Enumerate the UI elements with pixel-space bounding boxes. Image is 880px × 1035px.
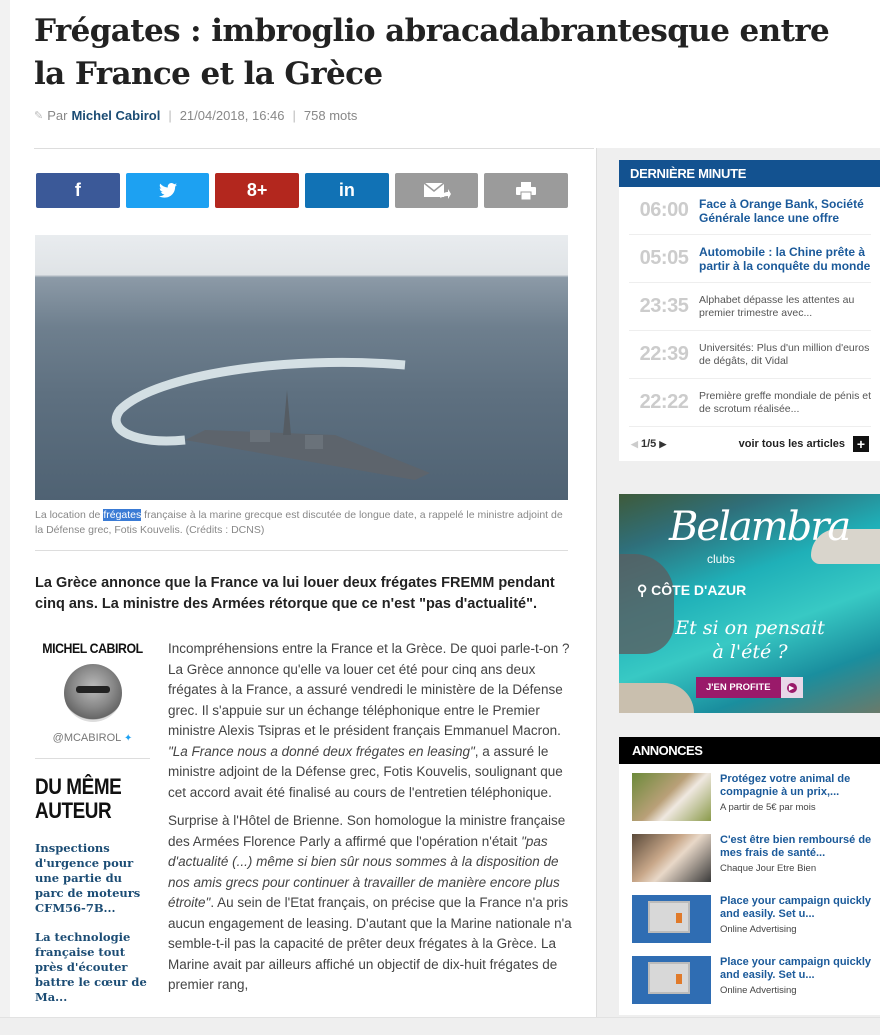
news-title[interactable]: Automobile : la Chine prête à partir à la conquête du monde	[699, 244, 871, 273]
pencil-icon: ✎	[34, 110, 44, 122]
news-time: 22:22	[639, 391, 689, 413]
separator: |	[292, 108, 296, 123]
news-item[interactable]	[629, 187, 871, 235]
see-all-link[interactable]	[739, 436, 869, 452]
sponsored-thumbnail[interactable]	[632, 956, 711, 1004]
twitter-handle[interactable]	[35, 732, 150, 744]
sponsored-title[interactable]: C'est être bien remboursé de mes frais de santé...	[720, 834, 872, 859]
paragraph	[168, 639, 573, 803]
ad-brand-logo: Belambra	[669, 504, 850, 550]
caption-highlight: frégates	[103, 509, 142, 521]
news-time: 05:05	[639, 247, 689, 269]
ad-cta-button[interactable]	[696, 677, 803, 698]
google-plus-icon: 8+	[246, 180, 268, 200]
email-icon	[423, 182, 451, 200]
paragraph-text: Surprise à l'Hôtel de Brienne. Son homologue la ministre française des Armées Florence Parly a affirmé que l'opération n'était	[168, 813, 566, 849]
quote: "pas d'actualité (...) même si bien sûr nous sommes à la disposition de nos amis grecs pour continuer à travailler de manière encore plus étroite"	[168, 833, 560, 910]
sponsored-source: A partir de 5€ par mois	[720, 802, 816, 813]
sponsored-title[interactable]: Place your campaign quickly and easily. Set u...	[720, 895, 872, 920]
sponsored-thumbnail[interactable]	[632, 895, 711, 943]
prev-arrow-icon[interactable]: ◀	[631, 439, 638, 449]
twitter-bird-icon: ✦	[123, 733, 133, 744]
linkedin-icon: in	[338, 180, 355, 200]
plus-icon: +	[853, 436, 869, 452]
page-indicator: 1/5	[640, 438, 657, 450]
article-title: Frégates : imbroglio abracadabrantesque entre la France et la Grèce	[34, 13, 830, 92]
publish-date: 21/04/2018, 16:46	[179, 108, 285, 123]
arrow-right-icon: ▶	[787, 683, 797, 693]
news-item[interactable]	[629, 283, 871, 331]
print-icon	[516, 182, 536, 200]
author-name[interactable]: MICHEL CABIROL	[42, 640, 143, 656]
next-arrow-icon[interactable]: ▶	[659, 439, 667, 449]
facebook-icon: f	[74, 180, 81, 200]
news-time: 22:39	[639, 343, 689, 365]
sponsored-source: Online Advertising	[720, 924, 797, 935]
sponsored-source: Chaque Jour Etre Bien	[720, 863, 817, 874]
article-page	[10, 0, 880, 1017]
ad-location	[637, 582, 746, 599]
pager	[631, 438, 666, 450]
byline	[34, 108, 357, 123]
ad-slogan-line: à l'été ?	[712, 641, 788, 663]
separator: |	[168, 108, 172, 123]
caption-text: française à la marine grecque est discutée de longue date, a rappelé le ministre adjoint de la Défense grec, Fotis Kouvelis. (Crédits : DCNS)	[35, 509, 563, 536]
twitter-icon	[159, 183, 177, 198]
divider	[35, 758, 150, 759]
news-time: 06:00	[639, 199, 689, 221]
share-bar	[36, 173, 568, 208]
paragraph	[168, 811, 573, 996]
avatar[interactable]	[64, 664, 122, 722]
derniere-minute-widget	[619, 160, 880, 461]
widget-footer	[619, 427, 880, 461]
caption-text: La location de	[35, 509, 104, 521]
see-all-label: voir tous les articles	[738, 438, 845, 450]
news-time: 23:35	[639, 295, 689, 317]
author-box	[35, 640, 150, 1019]
ad-slogan	[619, 616, 880, 664]
same-author-heading: DU MÊME AUTEUR	[35, 774, 122, 823]
sponsored-title[interactable]: Protégez votre animal de compagnie à un prix,...	[720, 773, 851, 798]
share-googleplus-button[interactable]	[215, 173, 299, 208]
sponsored-title[interactable]: Place your campaign quickly and easily. Set u...	[720, 956, 872, 981]
ad-decor	[619, 683, 694, 713]
news-title[interactable]: Face à Orange Bank, Société Générale lance une offre	[699, 196, 864, 225]
frigate-photo	[35, 235, 568, 500]
widget-heading: ANNONCES	[619, 737, 880, 764]
quote: "La France nous a donné deux frégates en leasing"	[168, 743, 475, 759]
divider	[34, 148, 594, 149]
news-title[interactable]: Première greffe mondiale de pénis et de scrotum réalisée...	[699, 389, 871, 415]
handle-text: @MCABIROL	[52, 732, 121, 744]
annonces-widget	[619, 737, 880, 1015]
divider	[35, 550, 568, 551]
ad-cta-label: J'EN PROFITE	[696, 677, 781, 698]
sponsored-thumbnail[interactable]	[632, 773, 711, 821]
sponsored-item[interactable]	[632, 834, 880, 886]
image-caption	[35, 508, 570, 538]
paragraph-text: , a assuré le ministre adjoint de la Défense grec, Fotis Kouvelis, soulignant que cet accord avait été finalisé au cours de l'entretien téléphonique.	[168, 743, 563, 800]
news-title[interactable]: Universités: Plus d'un million d'euros de dégâts, dit Vidal	[699, 341, 870, 367]
word-count: 758 mots	[303, 108, 358, 123]
same-author-list	[35, 841, 150, 1005]
sponsored-item[interactable]	[632, 773, 880, 825]
news-item[interactable]	[629, 235, 871, 283]
same-author-link[interactable]: La technologie française tout près d'écouter battre le cœur de Ma...	[35, 930, 147, 1004]
article-lead: La Grèce annonce que la France va lui louer deux frégates FREMM pendant cinq ans. La ministre des Armées rétorque que ce n'est "pas d'actualité".	[35, 575, 555, 612]
same-author-link[interactable]: Inspections d'urgence pour une partie du parc de moteurs CFM56-7B...	[35, 841, 141, 915]
share-twitter-button[interactable]	[126, 173, 210, 208]
sponsored-item[interactable]	[632, 956, 880, 1008]
ad-slogan-line: Et si on pensait	[675, 617, 825, 639]
ad-location-text: CÔTE D'AZUR	[651, 582, 747, 598]
bottom-bar	[0, 1017, 880, 1035]
article-body	[168, 639, 573, 1004]
news-item[interactable]	[629, 379, 871, 427]
sidebar	[596, 148, 880, 1017]
paragraph-text: Incompréhensions entre la France et la Grèce. De quoi parle-t-on ? La Grèce annonce qu'elle va louer cet été pour cinq ans deux frégates à la France, a assuré vendredi le ministère de la Défense grec. Il s'appuie sur un échange téléphonique entre le Premier ministre Alexis Tsipras et le président français Emmanuel Macron.	[168, 641, 570, 738]
ad-cta-arrow	[781, 677, 803, 698]
widget-heading: DERNIÈRE MINUTE	[619, 160, 880, 187]
author-link[interactable]: Michel Cabirol	[71, 108, 161, 123]
location-pin-icon: ⚲	[637, 582, 648, 598]
paragraph-text: . Au sein de l'Etat français, on précise que la France n'a pris aucun engagement de leasing. D'autant que la Marine nationale n'a semble-t-il pas la capacité de prêter deux frégates à la Grèce. La Marine avait par ailleurs affiché un objectif de dix-huit frégates de premier rang,	[168, 895, 572, 992]
share-email-button[interactable]	[395, 173, 479, 208]
sponsored-source: Online Advertising	[720, 985, 797, 996]
share-linkedin-button[interactable]	[305, 173, 389, 208]
sponsored-thumbnail[interactable]	[632, 834, 711, 882]
news-title[interactable]: Alphabet dépasse les attentes au premier trimestre avec...	[699, 293, 855, 319]
print-button[interactable]	[484, 173, 568, 208]
ad-brand-sub: clubs	[707, 552, 736, 566]
sponsored-item[interactable]	[632, 895, 880, 947]
byline-prefix: Par	[47, 108, 68, 123]
article-hero-image	[35, 235, 568, 500]
share-facebook-button[interactable]	[36, 173, 120, 208]
news-item[interactable]	[629, 331, 871, 379]
belambra-ad-banner[interactable]	[619, 494, 880, 713]
